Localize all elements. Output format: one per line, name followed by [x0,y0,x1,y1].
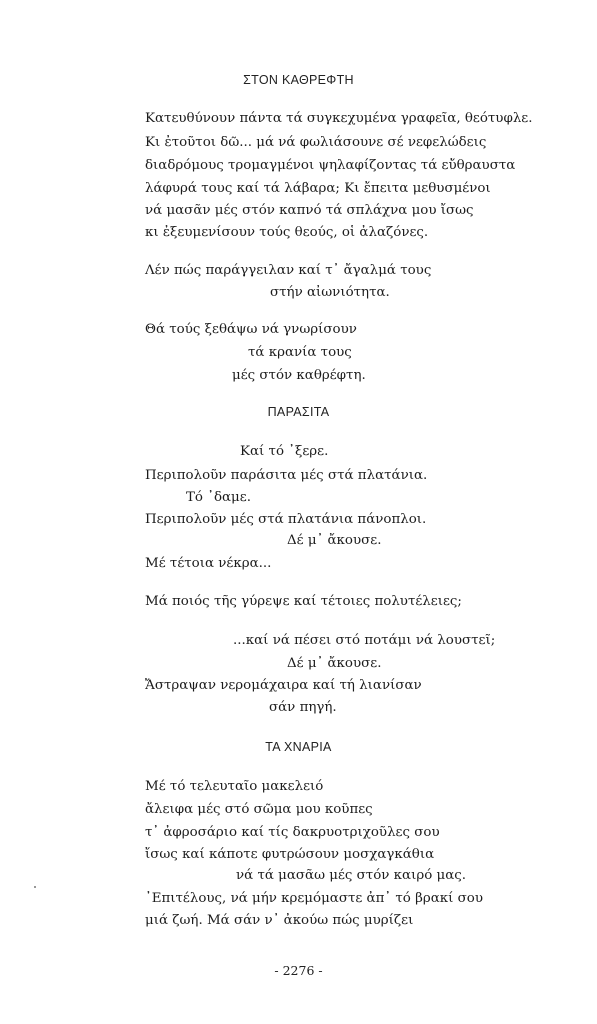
poem-line: διαδρόμους τρομαγμένοι ψηλαφίζοντας τά εὔθραυστα [145,158,516,173]
poem-line: σάν πηγή. [269,700,337,715]
scan-speck [34,886,36,888]
poem-line: Τό ᾿δαμε. [186,490,251,505]
poem-line: Λέν πώς παράγγειλαν καί τ᾿ ἄγαλμά τους [145,263,432,278]
poem-line: τ᾿ ἀφροσάριο καί τίς δακρυοτριχοῦλες σου [145,825,440,840]
poem-line: ἄλειφα μές στό σῶμα μου κοῦπες [145,802,373,817]
poem-line: στήν αἰωνιότητα. [270,285,390,300]
poem-line: Μέ τέτοια νέκρα... [145,556,272,571]
poem-line: κι ἐξευμενίσουν τούς θεούς, οἱ ἀλαζόνες. [145,225,429,240]
poem-line: ...καί νά πέσει στό ποτάμι νά λουστεῖ; [233,633,496,648]
poem-line: Καί τό ᾿ξερε. [240,444,329,459]
poem-line: Μέ τό τελευταῖο μακελειό [145,779,324,794]
poem-title: ΤΑ ΧΝΑΡΙΑ [265,740,332,754]
poem-line: λάφυρά τους καί τά λάβαρα; Κι ἔπειτα μεθυσμένοι [145,181,491,196]
poem-line: μιά ζωή. Μά σάν ν᾿ ἀκούω πώς μυρίζει [145,913,414,928]
poem-line: Μά ποιός τῆς γύρεψε καί τέτοιες πολυτέλειες; [145,594,462,609]
poem-title: ΠΑΡΑΣΙΤΑ [267,405,330,419]
poem-line: Κατευθύνουν πάντα τά συγκεχυμένα γραφεῖα, θεότυφλε. [145,111,533,126]
poem-line: Δέ μ᾿ ἄκουσε. [287,533,382,548]
poem-line: μές στόν καθρέφτη. [232,368,366,383]
poem-line: νά μασᾶν μές στόν καπνό τά σπλάχνα μου ἴσως [145,203,474,218]
poem-line: Θά τούς ξεθάψω νά γνωρίσουν [145,322,357,337]
poem-line: Κι ἐτοῦτοι δῶ... μά νά φωλιάσουνε σέ νεφελώδεις [145,135,487,150]
page-number: - 2276 - [274,963,323,978]
poem-title: ΣΤΟΝ ΚΑΘΡΕΦΤΗ [243,73,354,87]
poem-line: Περιπολοῦν μές στά πλατάνια πάνοπλοι. [145,512,427,527]
poem-line: ᾿Επιτέλους, νά μήν κρεμόμαστε ἀπ᾿ τό βρακί σου [145,891,483,906]
poem-line: Ἄστραψαν νερομάχαιρα καί τή λιανίσαν [145,678,422,693]
poem-line: νά τά μασᾶω μές στόν καιρό μας. [236,868,467,883]
poem-line: Δέ μ᾿ ἄκουσε. [287,656,382,671]
poem-line: ἴσως καί κάποτε φυτρώσουν μοσχαγκάθια [145,847,435,862]
poem-line: τά κρανία τους [248,345,352,360]
poem-line: Περιπολοῦν παράσιτα μές στά πλατάνια. [145,468,428,483]
